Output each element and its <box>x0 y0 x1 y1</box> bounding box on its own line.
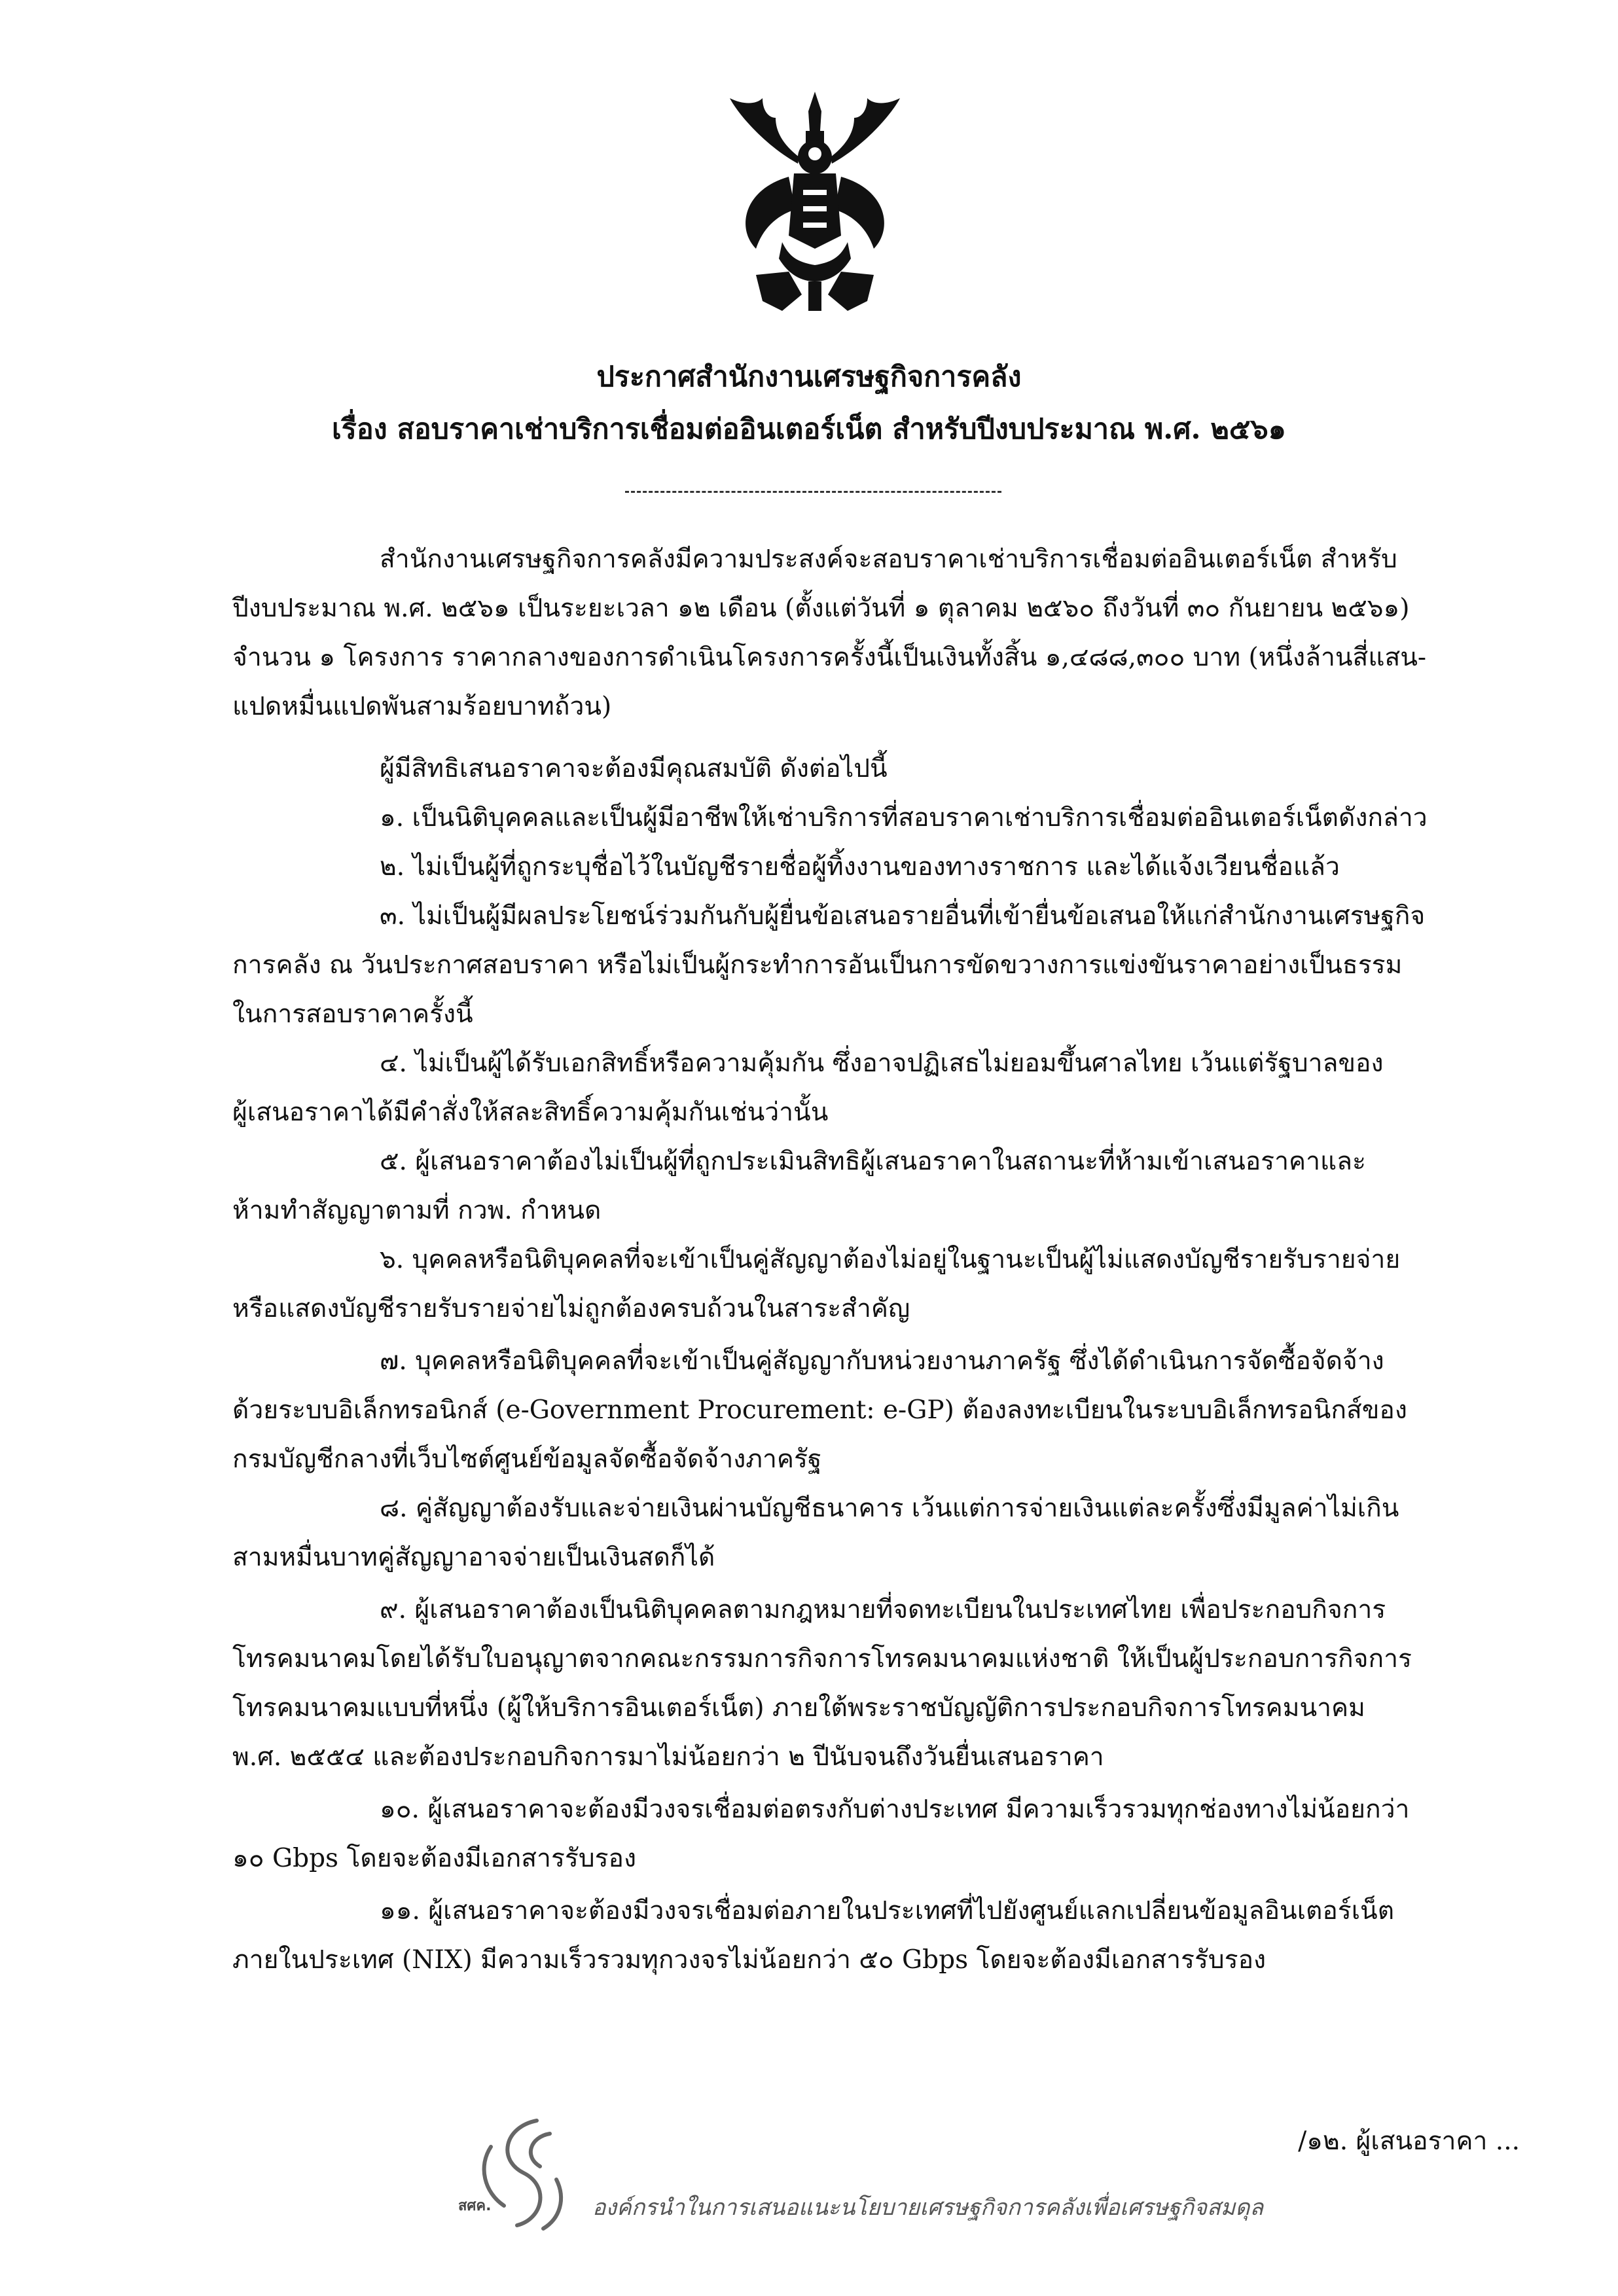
qualification-item-11-cont: ภายในประเทศ (NIX) มีความเร็วรวมทุกวงจรไม่น้อยกว่า ๕๐ Gbps โดยจะต้องมีเอกสารรับรอง <box>232 1945 1267 1975</box>
qualification-item-3-cont: การคลัง ณ วันประกาศสอบราคา หรือไม่เป็นผู้กระทำการอันเป็นการขัดขวางการแข่งขันราคาอย่างเป็นธรรม <box>232 950 1403 980</box>
qualification-item-8: ๘. คู่สัญญาต้องรับและจ่ายเงินผ่านบัญชีธนาคาร เว้นแต่การจ่ายเงินแต่ละครั้งซึ่งมีมูลค่าไม่เกิน <box>380 1494 1399 1523</box>
qualification-item-7-cont: ด้วยระบบอิเล็กทรอนิกส์ (e-Government Procurement: e-GP) ต้องลงทะเบียนในระบบอิเล็กทรอนิกส์ของ <box>232 1395 1407 1425</box>
intro-line: สำนักงานเศรษฐกิจการคลังมีความประสงค์จะสอบราคาเช่าบริการเชื่อมต่ออินเตอร์เน็ต สำหรับ <box>380 545 1397 574</box>
intro-line: จำนวน ๑ โครงการ ราคากลางของการดำเนินโครงการครั้งนี้เป็นเงินทั้งสิ้น ๑,๔๘๘,๓๐๐ บาท (หนึ่งล้านสี่แสน- <box>232 643 1427 672</box>
fpo-logo-text: สศค. <box>458 2198 492 2214</box>
qualification-item-3: ๓. ไม่เป็นผู้มีผลประโยชน์ร่วมกันกับผู้ยื่นข้อเสนอรายอื่นที่เข้ายื่นข้อเสนอให้แก่สำนักงานเศรษฐกิจ <box>380 901 1426 931</box>
qualification-item-9-cont: พ.ศ. ๒๕๕๔ และต้องประกอบกิจการมาไม่น้อยกว่า ๒ ปีนับจนถึงวันยื่นเสนอราคา <box>232 1742 1104 1772</box>
announcement-subject: เรื่อง สอบราคาเช่าบริการเชื่อมต่ออินเตอร์เน็ต สำหรับปีงบประมาณ พ.ศ. ๒๕๖๑ <box>332 413 1286 446</box>
qualification-item-10-cont: ๑๐ Gbps โดยจะต้องมีเอกสารรับรอง <box>232 1844 637 1873</box>
qualification-item-9-cont: โทรคมนาคมแบบที่หนึ่ง (ผู้ให้บริการอินเตอร์เน็ต) ภายใต้พระราชบัญญัติการประกอบกิจการโทรคมนาคม <box>232 1693 1365 1723</box>
intro-line: แปดหมื่นแปดพันสามร้อยบาทถ้วน) <box>232 692 612 721</box>
qualification-item-4: ๔. ไม่เป็นผู้ได้รับเอกสิทธิ์หรือความคุ้มกัน ซึ่งอาจปฏิเสธไม่ยอมขึ้นศาลไทย เว้นแต่รัฐบาลของ <box>380 1049 1384 1078</box>
qualification-item-8-cont: สามหมื่นบาทคู่สัญญาอาจจ่ายเป็นเงินสดก็ได้ <box>232 1543 715 1572</box>
qualification-item-2: ๒. ไม่เป็นผู้ที่ถูกระบุชื่อไว้ในบัญชีรายชื่อผู้ทิ้งงานของทางราชการ และได้แจ้งเวียนชื่อแล้ว <box>380 852 1340 882</box>
qualification-item-5: ๕. ผู้เสนอราคาต้องไม่เป็นผู้ที่ถูกประเมินสิทธิผู้เสนอราคาในสถานะที่ห้ามเข้าเสนอราคาและ <box>380 1147 1367 1176</box>
qualification-item-4-cont: ผู้เสนอราคาได้มีคำสั่งให้สละสิทธิ์ความคุ้มกันเช่นว่านั้น <box>232 1098 829 1127</box>
qualification-item-7: ๗. บุคคลหรือนิติบุคคลที่จะเข้าเป็นคู่สัญญากับหน่วยงานภาครัฐ ซึ่งได้ดำเนินการจัดซื้อจัดจ้าง <box>380 1346 1384 1376</box>
footer-slogan: องค์กรนำในการเสนอแนะนโยบายเศรษฐกิจการคลังเพื่อเศรษฐกิจสมดุล <box>592 2195 1264 2221</box>
qualification-item-3-cont: ในการสอบราคาครั้งนี้ <box>232 999 473 1029</box>
qualification-item-11: ๑๑. ผู้เสนอราคาจะต้องมีวงจรเชื่อมต่อภายในประเทศที่ไปยังศูนย์แลกเปลี่ยนข้อมูลอินเตอร์เน็ต <box>380 1896 1395 1926</box>
qualification-item-7-cont: กรมบัญชีกลางที่เว็บไซต์ศูนย์ข้อมูลจัดซื้อจัดจ้างภาครัฐ <box>232 1444 822 1474</box>
qualification-item-1: ๑. เป็นนิติบุคคลและเป็นผู้มีอาชีพให้เช่าบริการที่สอบราคาเช่าบริการเชื่อมต่ออินเตอร์เน็ตดังกล่าว <box>380 803 1428 833</box>
intro-line: ปีงบประมาณ พ.ศ. ๒๕๖๑ เป็นระยะเวลา ๑๒ เดือน (ตั้งแต่วันที่ ๑ ตุลาคม ๒๕๖๐ ถึงวันที่ ๓๐ กันยายน ๒๕๖๑) <box>232 594 1410 623</box>
fpo-logo-icon <box>452 2108 583 2238</box>
qualification-item-9-cont: โทรคมนาคมโดยได้รับใบอนุญาตจากคณะกรรมการกิจการโทรคมนาคมแห่งชาติ ให้เป็นผู้ประกอบการกิจการ <box>232 1644 1412 1674</box>
qualification-item-6: ๖. บุคคลหรือนิติบุคคลที่จะเข้าเป็นคู่สัญญาต้องไม่อยู่ในฐานะเป็นผู้ไม่แสดงบัญชีรายรับรายจ่าย <box>380 1245 1401 1274</box>
qualification-item-6-cont: หรือแสดงบัญชีรายรับรายจ่ายไม่ถูกต้องครบถ้วนในสาระสำคัญ <box>232 1294 910 1323</box>
qualifications-heading: ผู้มีสิทธิเสนอราคาจะต้องมีคุณสมบัติ ดังต่อไปนี้ <box>380 754 888 783</box>
continuation-note: /๑๒. ผู้เสนอราคา ... <box>1298 2126 1520 2156</box>
qualification-item-9: ๙. ผู้เสนอราคาต้องเป็นนิติบุคคลตามกฎหมายที่จดทะเบียนในประเทศไทย เพื่อประกอบกิจการ <box>380 1595 1386 1624</box>
qualification-item-10: ๑๐. ผู้เสนอราคาจะต้องมีวงจรเชื่อมต่อตรงกับต่างประเทศ มีความเร็วรวมทุกช่องทางไม่น้อยกว่า <box>380 1795 1410 1824</box>
qualification-item-5-cont: ห้ามทำสัญญาตามที่ กวพ. กำหนด <box>232 1196 602 1225</box>
announcement-title: ประกาศสำนักงานเศรษฐกิจการคลัง <box>596 361 1022 393</box>
